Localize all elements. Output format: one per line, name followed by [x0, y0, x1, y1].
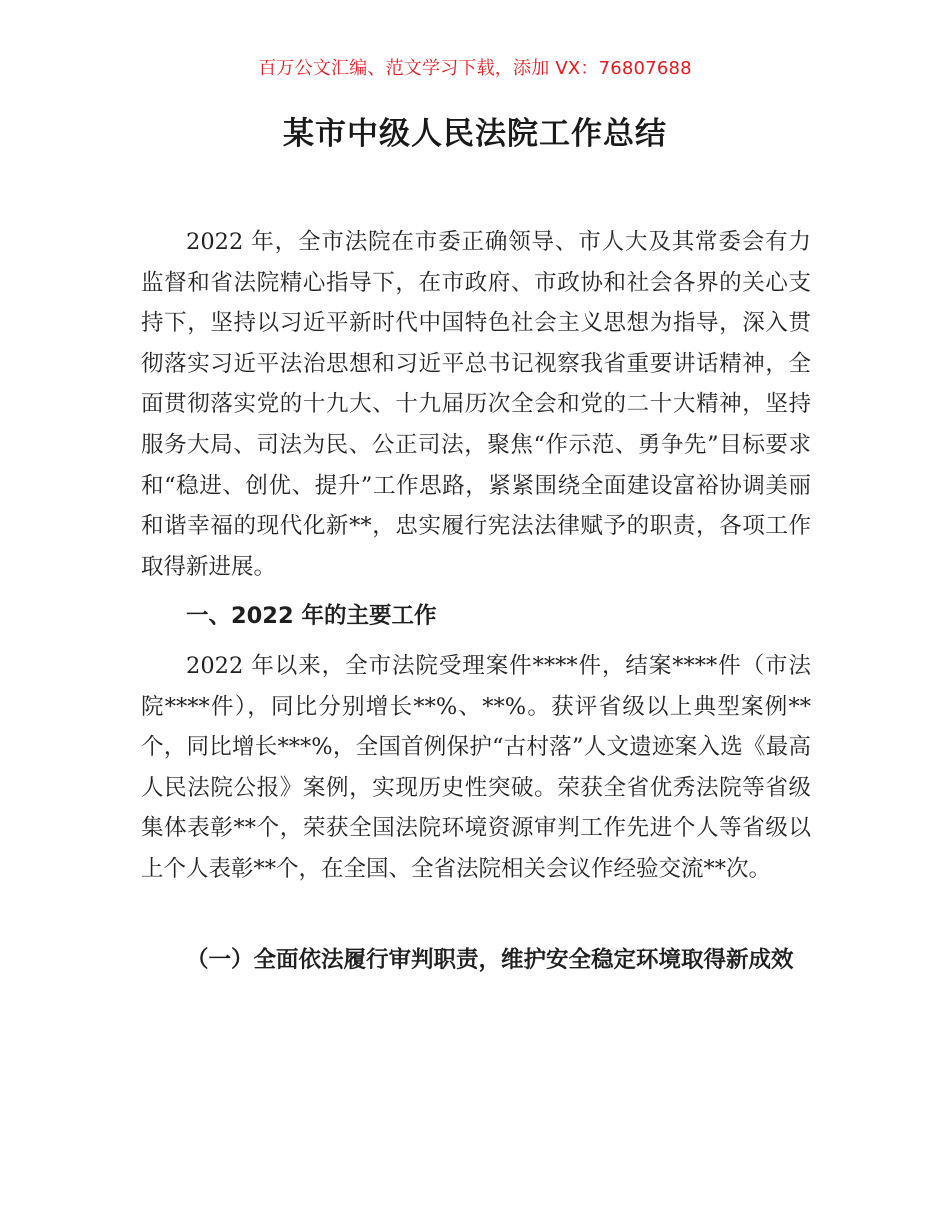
promo-header-note: 百万公文汇编、范文学习下载，添加 VX：76807688 [258, 58, 692, 79]
section-1-paragraph: 2022 年以来，全市法院受理案件****件，结案****件（市法院****件），同比分别增长**%、**%。获评省级以上典型案例**个，同比增长***%，全国首例保护“古村落”人文遗迹案入选《最高人民法院公报》案例，实现历史性突破。荣获全省优秀法院等省级集体表彰**个，荣获全国法院环境资源审判工作先进个人等省级以上个人表彰**个，在全国、全省法院相关会议作经验交流**次。 [141, 653, 811, 882]
intro-paragraph: 2022 年，全市法院在市委正确领导、市人大及其常委会有力监督和省法院精心指导下，在市政府、市政协和社会各界的关心支持下，坚持以习近平新时代中国特色社会主义思想为指导，深入贯彻落实习近平法治思想和习近平总书记视察我省重要讲话精神，全面贯彻落实党的十九大、十九届历次全会和党的二十大精神，坚持服务大局、司法为民、公正司法，聚焦“作示范、勇争先”目标要求和“稳进、创优、提升”工作思路，紧紧围绕全面建设富裕协调美丽和谐幸福的现代化新**，忠实履行宪法法律赋予的职责，各项工作取得新进展。 [141, 229, 811, 580]
subsection-heading-judicial-duties: （一）全面依法履行审判职责，维护安全稳定环境取得新成效 [186, 947, 794, 973]
section-heading-main-work: 一、2022 年的主要工作 [186, 603, 437, 629]
document-title: 某市中级人民法院工作总结 [283, 116, 667, 152]
